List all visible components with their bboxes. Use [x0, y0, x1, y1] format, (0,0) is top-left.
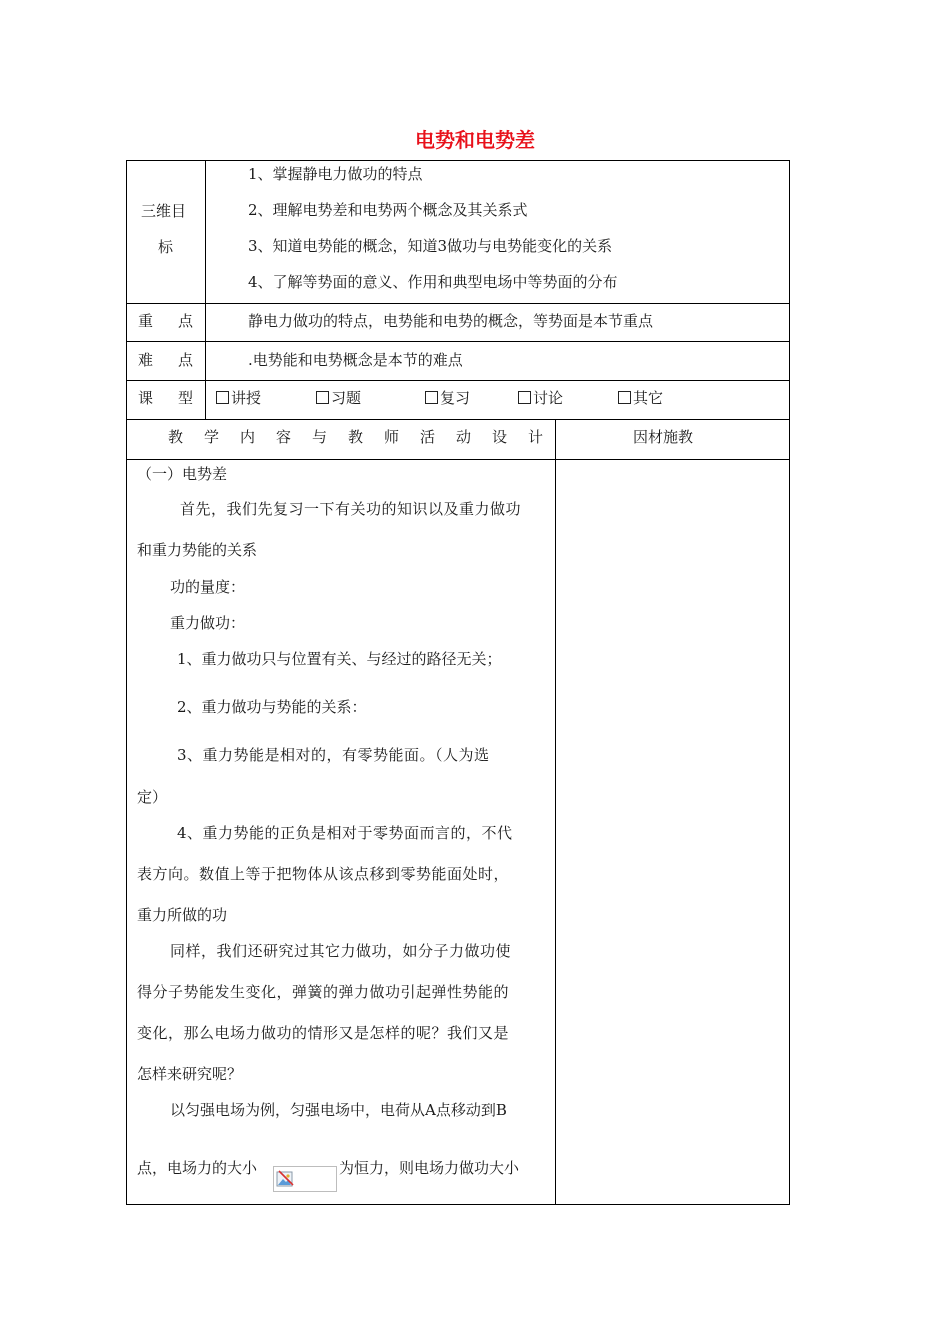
body-line: 重力所做的功	[137, 906, 228, 924]
difficult-points-text: .电势能和电势概念是本节的难点	[248, 351, 463, 369]
goal-item: 4、了解等势面的意义、作用和典型电场中等势面的分布	[248, 273, 618, 291]
goals-label-cont: 标	[158, 238, 174, 256]
goal-item: 1、掌握静电力做功的特点	[248, 165, 423, 183]
notes-column-header: 因材施教	[633, 428, 694, 446]
body-line: 怎样来研究呢？	[137, 1065, 243, 1083]
section-heading: （一）电势差	[137, 465, 228, 483]
checkbox-icon	[216, 391, 229, 404]
body-line: 点，电场力的大小	[137, 1159, 258, 1177]
body-line: 变化，那么电场力做功的情形又是怎样的呢？我们又是	[137, 1024, 510, 1042]
body-line: 同样，我们还研究过其它力做功，如分子力做功使	[170, 942, 512, 960]
lesson-type-option-other[interactable]: 其它	[618, 388, 663, 408]
lesson-type-label-a: 课	[138, 389, 154, 407]
body-line: 4、重力势能的正负是相对于零势面而言的，不代	[177, 824, 513, 842]
body-line: 首先，我们先复习一下有关功的知识以及重力做功	[180, 500, 522, 518]
lesson-type-option-exercise[interactable]: 习题	[316, 388, 361, 408]
difficult-points-label-a: 难	[138, 351, 154, 369]
body-line: 1、重力做功只与位置有关、与经过的路径无关；	[177, 650, 502, 668]
body-line: 以匀强电场为例，匀强电场中，电荷从A点移动到B	[170, 1101, 507, 1119]
checkbox-icon	[316, 391, 329, 404]
checkbox-icon	[425, 391, 438, 404]
goal-item: 3、知道电势能的概念，知道3做功与电势能变化的关系	[248, 237, 613, 255]
goal-item: 2、理解电势差和电势两个概念及其关系式	[248, 201, 528, 219]
checkbox-icon	[518, 391, 531, 404]
lesson-type-option-discussion[interactable]: 讨论	[518, 388, 563, 408]
content-column-header: 教学内容与教师活动设计	[168, 428, 565, 446]
broken-image-icon	[276, 1169, 295, 1188]
body-line: 3、重力势能是相对的，有零势能面。（人为选	[177, 746, 490, 764]
key-points-text: 静电力做功的特点，电势能和电势的概念，等势面是本节重点	[248, 312, 654, 330]
formula-image-placeholder	[273, 1166, 337, 1192]
page-title: 电势和电势差	[415, 128, 535, 152]
body-line: 为恒力，则电场力做功大小	[339, 1159, 520, 1177]
difficult-points-label-b: 点	[178, 351, 194, 369]
body-line: 功的量度：	[170, 578, 246, 596]
goals-label: 三维目	[141, 202, 187, 220]
lesson-type-option-lecture[interactable]: 讲授	[216, 388, 261, 408]
checkbox-icon	[618, 391, 631, 404]
lesson-type-label-b: 型	[178, 389, 194, 407]
body-line: 得分子势能发生变化，弹簧的弹力做功引起弹性势能的	[137, 983, 510, 1001]
body-line: 重力做功：	[170, 614, 246, 632]
body-line: 定）	[137, 788, 168, 806]
body-line: 2、重力做功与势能的关系：	[177, 698, 367, 716]
body-line: 和重力势能的关系	[137, 541, 258, 559]
lesson-type-option-review[interactable]: 复习	[425, 388, 470, 408]
key-points-label-b: 点	[178, 312, 194, 330]
body-line: 表方向。数值上等于把物体从该点移到零势能面处时，	[137, 865, 510, 883]
key-points-label-a: 重	[138, 312, 154, 330]
